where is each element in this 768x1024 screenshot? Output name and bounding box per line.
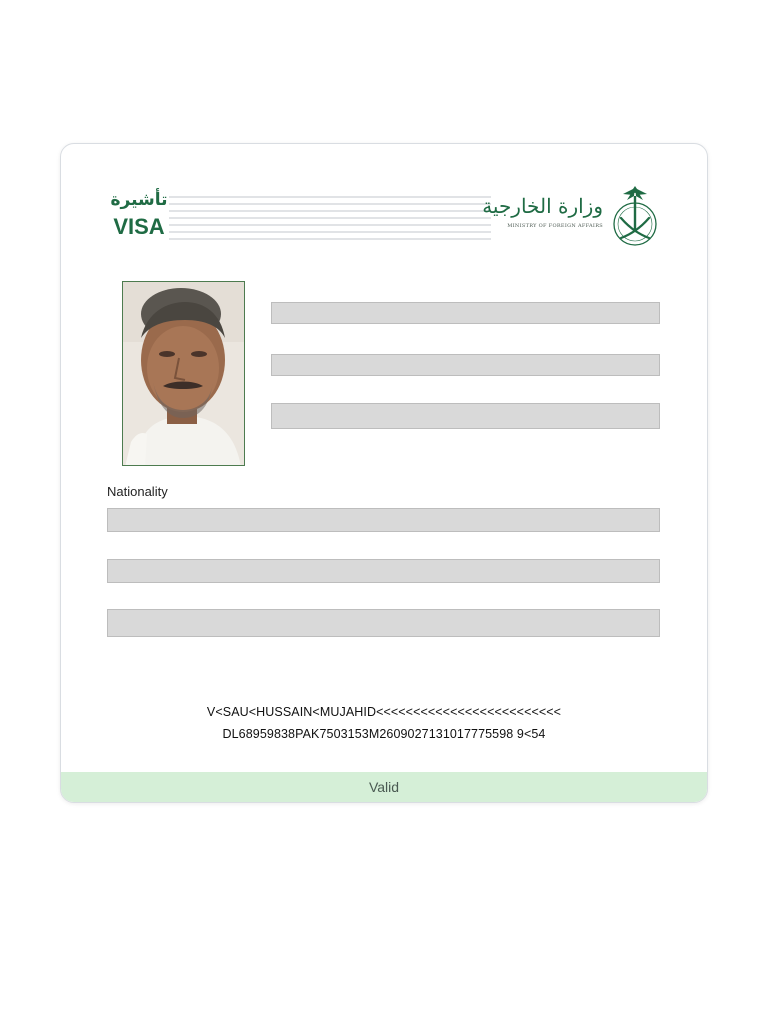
visa-title xyxy=(109,190,169,240)
visa-title-english: VISA xyxy=(113,214,165,239)
visa-title-arabic: تأشيرة xyxy=(110,190,168,209)
redacted-field-2 xyxy=(271,354,660,376)
ministry-name-english: MINISTRY OF FOREIGN AFFAIRS xyxy=(507,223,603,229)
redacted-field-5 xyxy=(107,559,660,583)
mrz-line-2: DL68959838PAK7503153M2609027131017775598 9<54 xyxy=(222,727,546,741)
visa-card xyxy=(60,143,708,803)
status-bar xyxy=(61,772,707,802)
redacted-field-3 xyxy=(271,403,660,429)
mrz-line-1: V<SAU<HUSSAIN<MUJAHID<<<<<<<<<<<<<<<<<<<<<<<<< xyxy=(206,705,562,719)
redacted-field-6 xyxy=(107,609,660,637)
header-decorative-lines xyxy=(169,196,491,246)
status-label: Valid xyxy=(368,779,400,795)
ministry-name-arabic: وزارة الخارجية xyxy=(482,194,603,218)
redacted-field-1 xyxy=(271,302,660,324)
holder-portrait xyxy=(123,282,245,466)
holder-photo xyxy=(122,281,245,466)
nationality-label: Nationality xyxy=(107,484,168,499)
saudi-emblem-icon xyxy=(609,184,661,250)
redacted-field-4 xyxy=(107,508,660,532)
ministry-name xyxy=(482,192,603,229)
